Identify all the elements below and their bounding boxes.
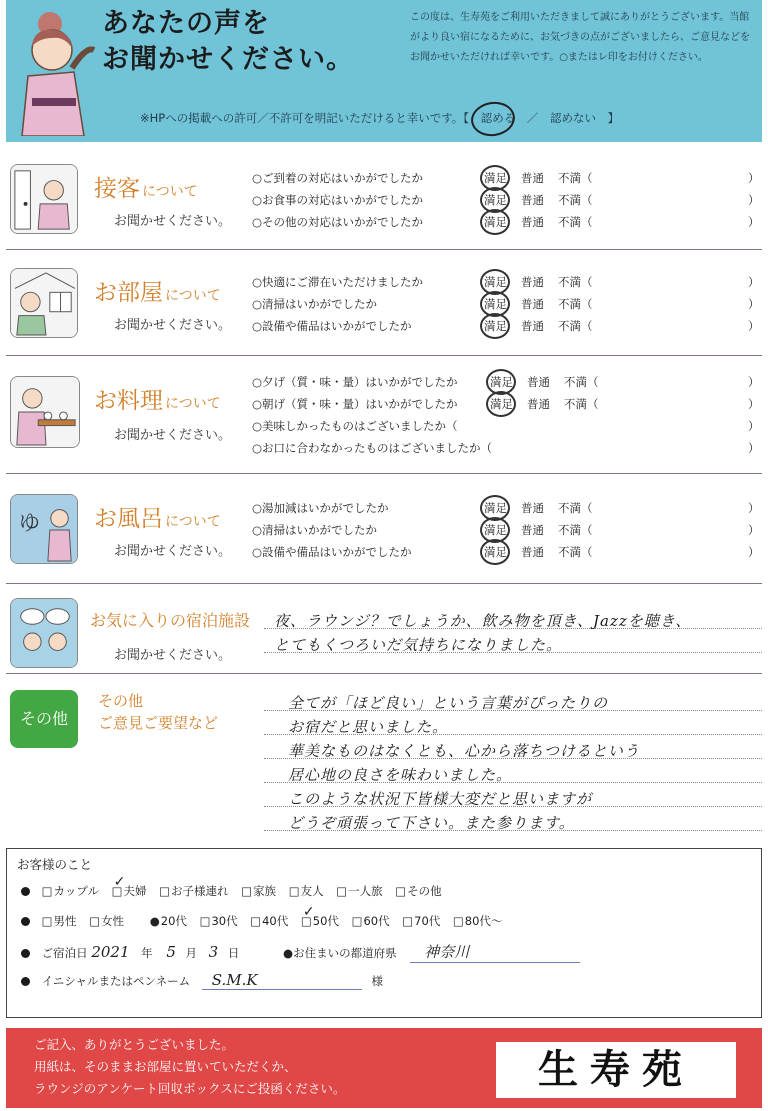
initial-label: イニシャルまたはペンネーム	[41, 974, 191, 988]
initial-field[interactable]: S.M.K	[202, 971, 362, 990]
age-option-40s[interactable]: □ 40代	[250, 913, 288, 929]
title-line-1: あなたの声を	[102, 8, 270, 39]
age-option-30s[interactable]: □ 30代	[200, 913, 238, 929]
question-service-meal: ○お食事の対応はいかがでしたか	[252, 193, 424, 207]
party-option-married[interactable]: □ 夫婦 ✓	[112, 883, 147, 899]
service-door-icon	[10, 164, 78, 234]
hostess-illustration-icon	[14, 6, 98, 136]
question-cuisine-dinner: ○夕げ（質・味・量）はいかがでしたか	[252, 375, 458, 389]
permission-allow-option[interactable]: 認める	[477, 110, 520, 126]
page-title	[102, 6, 354, 78]
initial-row	[21, 971, 383, 990]
customer-info-box	[6, 848, 762, 1018]
permission-deny-option[interactable]: 認めない	[550, 111, 597, 125]
bullet-icon	[21, 887, 30, 896]
prefecture-field[interactable]: 神奈川	[410, 941, 580, 963]
question-room-equipment: ○設備や備品はいかがでしたか	[252, 319, 412, 333]
gender-option-female[interactable]: □ 女性	[89, 913, 124, 929]
question-service-arrival: ○ご到着の対応はいかがでしたか	[252, 171, 424, 185]
section-title-bath: お風呂 について	[94, 506, 221, 532]
stay-day[interactable]: 3	[208, 943, 219, 961]
other-comment-line-6[interactable]: どうぞ頑張って下さい。また参ります。	[288, 814, 575, 832]
rating-service-meal[interactable]: 満足 普通 不満（	[484, 193, 593, 207]
room-window-icon	[10, 268, 78, 338]
party-option-couple[interactable]: □ カップル	[42, 883, 99, 899]
question-bath-equipment: ○設備や備品はいかがでしたか	[252, 545, 412, 559]
rating-bath-temperature[interactable]: 満足 普通 不満（	[484, 501, 593, 515]
section-title-cuisine: お料理 について	[94, 388, 221, 414]
party-option-children[interactable]: □ お子様連れ	[159, 883, 228, 899]
bullet-icon	[21, 949, 30, 958]
question-cuisine-breakfast: ○朝げ（質・味・量）はいかがでしたか	[252, 397, 458, 411]
question-cuisine-disliked: ○お口に合わなかったものはございましたか（	[252, 441, 493, 455]
gender-option-male[interactable]: □ 男性	[42, 913, 77, 929]
section-other	[6, 680, 762, 844]
stay-month[interactable]: 5	[166, 943, 176, 961]
age-option-60s[interactable]: □ 60代	[352, 913, 390, 929]
question-service-other: ○その他の対応はいかがでしたか	[252, 215, 424, 229]
question-room-cleaning: ○清掃はいかがでしたか	[252, 297, 378, 311]
bullet-icon	[21, 917, 30, 926]
age-option-80s[interactable]: □ 80代〜	[453, 913, 503, 929]
age-option-70s[interactable]: □ 70代	[402, 913, 440, 929]
stay-row: ご宿泊日 2021 年 5 月 3 日 ●お住まいの都道府県 神奈川	[21, 941, 580, 963]
permission-text: ※HPへの掲載への許可／不許可を明記いただけると幸いです。【	[140, 111, 470, 125]
bath-curtain-icon	[10, 494, 78, 564]
party-row	[21, 883, 451, 899]
brand-logo: 生寿苑	[496, 1042, 736, 1098]
header-banner	[6, 0, 762, 142]
rating-cuisine-dinner[interactable]: 満足 普通 不満（	[490, 375, 599, 389]
age-option-50s[interactable]: □ 50代 ✓	[301, 913, 339, 929]
party-option-friends[interactable]: □ 友人	[289, 883, 324, 899]
svg-text:ゆ: ゆ	[18, 510, 41, 536]
question-bath-temperature: ○湯加減はいかがでしたか	[252, 501, 389, 515]
stay-label: ご宿泊日	[41, 946, 88, 960]
question-room-comfort: ○快適にご滞在いただけましたか	[252, 275, 424, 289]
question-cuisine-liked: ○美味しかったものはございましたか（	[252, 419, 458, 433]
permission-end: 】	[607, 111, 620, 125]
chat-bubble-icon	[10, 598, 78, 668]
footer-message: ご記入、ありがとうございました。 用紙は、そのままお部屋に置いていただくか、 ラウンジのアンケート回収ボックスにご投函ください。	[34, 1037, 346, 1096]
section-room: お部屋 について お聞かせください。 ○快適にご滞在いただけましたか 満足 普通 不満（ ） ○清掃はいかがでしたか 満足 普通 不満（ ） ○設備や備品はいかがでしたか 満足 普通 不満（ ）	[6, 256, 762, 356]
question-bath-cleaning: ○清掃はいかがでしたか	[252, 523, 378, 537]
title-line-2: お聞かせください。	[102, 44, 354, 75]
rating-room-equipment[interactable]: 満足 普通 不満（	[484, 319, 593, 333]
permission-line	[136, 110, 619, 126]
footer-banner	[6, 1028, 762, 1108]
rating-room-comfort[interactable]: 満足 普通 不満（	[484, 275, 593, 289]
prefecture-label: ●お住まいの都道府県	[283, 946, 397, 960]
permission-separator: ／	[526, 111, 539, 125]
other-comment-line-4[interactable]: 居心地の良さを味わいました。	[288, 766, 513, 784]
party-option-other[interactable]: □ その他	[395, 883, 441, 899]
section-subtitle-service: お聞かせください。	[114, 214, 232, 229]
section-bath: ゆ お風呂 について お聞かせください。 ○湯加減はいかがでしたか 満足 普通 不満（ ） ○清掃はいかがでしたか 満足 普通 不満（ ） ○設備や備品はいかがでしたか 満足 普通 不満（ ）	[6, 480, 762, 584]
section-subtitle-bath: お聞かせください。	[114, 544, 232, 559]
stay-year[interactable]: 2021	[91, 943, 130, 961]
section-title-favorite: お気に入りの宿泊施設	[90, 611, 251, 630]
favorite-comment-line-1[interactable]: 夜、ラウンジ？でしょうか、飲み物を頂き、Jazzを聴き、	[274, 612, 692, 630]
section-subtitle-room: お聞かせください。	[114, 318, 232, 333]
party-option-family[interactable]: □ 家族	[241, 883, 276, 899]
other-badge: その他	[10, 690, 78, 748]
section-cuisine: お料理 について お聞かせください。 ○夕げ（質・味・量）はいかがでしたか 満足 普通 不満（ ） ○朝げ（質・味・量）はいかがでしたか 満足 普通 不満（ ） ○美味しかったものはございましたか（ ） ○お口に合わなかったものはございましたか（ ）	[6, 362, 762, 474]
section-subtitle-cuisine: お聞かせください。	[114, 428, 232, 443]
cuisine-tray-icon	[10, 376, 80, 448]
other-comment-line-2[interactable]: お宿だと思いました。	[288, 718, 449, 736]
favorite-comment-line-2[interactable]: とてもくつろいだ気持ちになりました。	[274, 636, 563, 654]
party-option-solo[interactable]: □ 一人旅	[336, 883, 382, 899]
section-favorite	[6, 590, 762, 674]
rating-bath-cleaning[interactable]: 満足 普通 不満（	[484, 523, 593, 537]
honorific: 様	[371, 974, 383, 988]
section-title-other: その他 ご意見ご要望など	[98, 692, 219, 732]
rating-cuisine-breakfast[interactable]: 満足 普通 不満（	[490, 397, 599, 411]
rating-bath-equipment[interactable]: 満足 普通 不満（	[484, 545, 593, 559]
intro-text: この度は、生寿苑をご利用いただきまして誠にありがとうございます。当館がより良い宿になるために、お気づきの点がございましたら、ご意見などをお聞かせいただければ幸いです。○またはレ印をお付けください。	[410, 12, 750, 63]
other-comment-line-1[interactable]: 全てが「ほど良い」という言葉がぴったりの	[288, 694, 609, 712]
rating-room-cleaning[interactable]: 満足 普通 不満（	[484, 297, 593, 311]
section-service: 接客 について お聞かせください。 ○ご到着の対応はいかがでしたか 満足 普通 不満（ ） ○お食事の対応はいかがでしたか 満足 普通 不満（ ） ○その他の対応はいかがでしたか 満足 普通 不満（ ）	[6, 152, 762, 250]
customer-title: お客様のこと	[17, 857, 93, 872]
age-option-20s[interactable]: ● 20代	[150, 913, 187, 929]
section-subtitle-favorite: お聞かせください。	[114, 648, 232, 663]
other-comment-line-5[interactable]: このような状況下皆様大変だと思いますが	[288, 790, 593, 808]
demographic-row	[21, 913, 511, 929]
rating-service-arrival[interactable]: 満足 普通 不満（	[484, 171, 593, 185]
section-title-room: お部屋 について	[94, 280, 221, 306]
bullet-icon	[21, 977, 30, 986]
rating-service-other[interactable]: 満足 普通 不満（	[484, 215, 593, 229]
other-comment-line-3[interactable]: 華美なものはなくとも、心から落ちつけるという	[288, 742, 640, 760]
section-title-service: 接客 について	[94, 176, 198, 202]
